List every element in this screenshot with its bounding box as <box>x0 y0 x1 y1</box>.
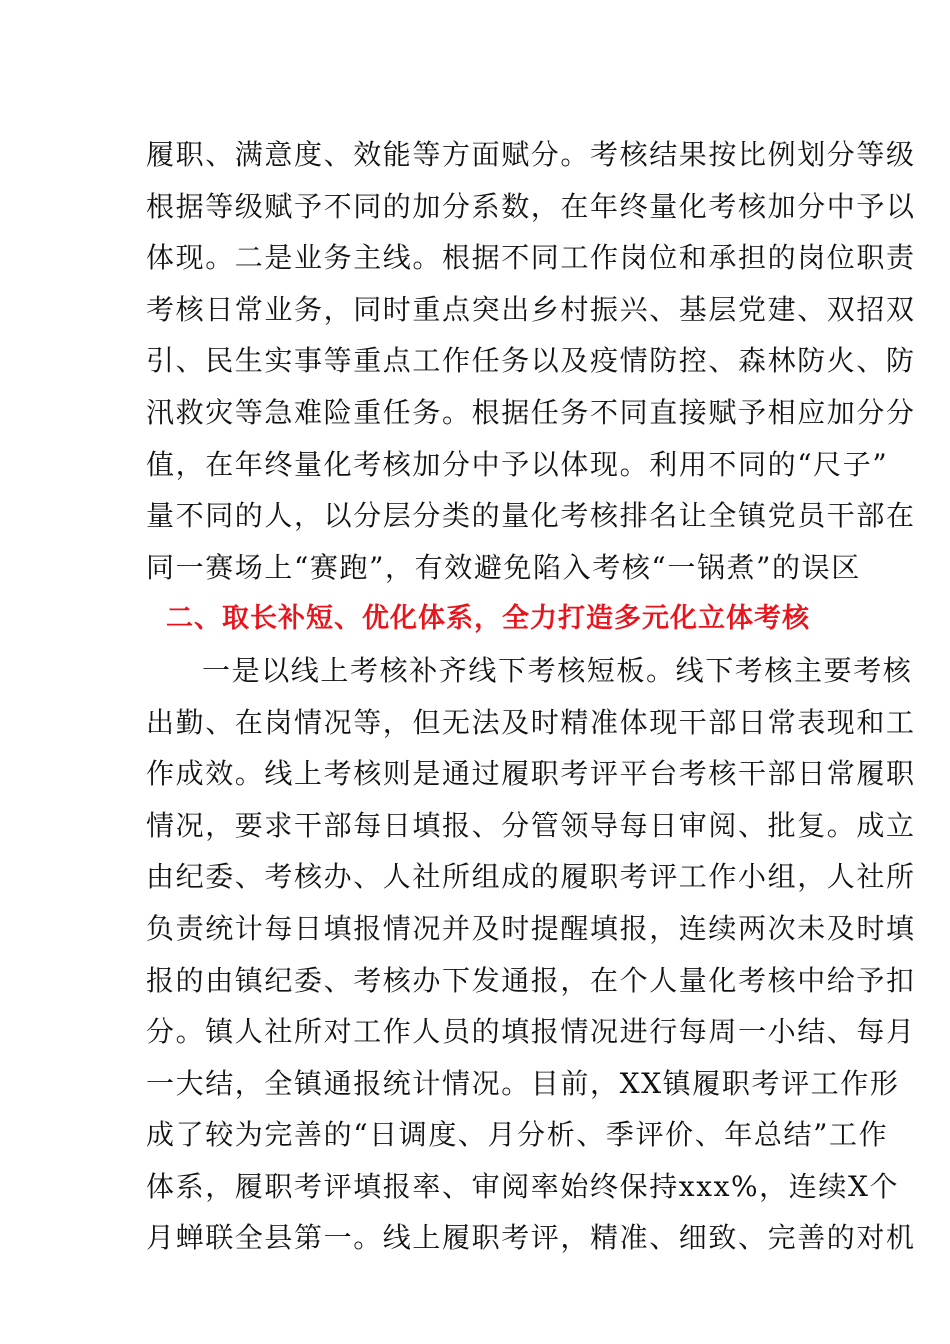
paragraph-line: 一是以线上考核补齐线下考核短板。线下考核主要考核 <box>202 653 913 687</box>
paragraph-line: 履职、满意度、效能等方面赋分。考核结果按比例划分等级 <box>146 138 916 171</box>
paragraph-line: 考核日常业务，同时重点突出乡村振兴、基层党建、双招双 <box>146 292 916 326</box>
paragraph-line: 量不同的人，以分层分类的量化考核排名让全镇党员干部在 <box>146 499 916 533</box>
paragraph-line: 根据等级赋予不同的加分系数，在年终量化考核加分中予以 <box>146 189 916 223</box>
paragraph-line: 同一赛场上“赛跑”，有效避免陷入考核“一锅煮”的误区 <box>146 550 861 584</box>
paragraph-line: 成了较为完善的“日调度、月分析、季评价、年总结”工作 <box>146 1118 889 1152</box>
paragraph-line: 出勤、在岗情况等，但无法及时精准体现干部日常表现和工 <box>146 705 916 739</box>
paragraph-line: 报的由镇纪委、考核办下发通报，在个人量化考核中给予扣 <box>146 963 916 997</box>
paragraph-line: 情况，要求干部每日填报、分管领导每日审阅、批复。成立 <box>146 808 916 842</box>
section-heading: 二、取长补短、优化体系，全力打造多元化立体考核 <box>166 603 810 635</box>
paragraph-line: 分。镇人社所对工作人员的填报情况进行每周一小结、每月 <box>146 1015 916 1049</box>
document-body <box>146 129 916 1264</box>
paragraph-line: 引、民生实事等重点工作任务以及疫情防控、森林防火、防 <box>146 344 916 378</box>
paragraph-line: 体系，履职考评填报率、审阅率始终保持xxx%，连续X个 <box>146 1169 900 1203</box>
paragraph-line: 月蝉联全县第一。线上履职考评，精准、细致、完善的对机 <box>146 1221 916 1255</box>
paragraph-line: 作成效。线上考核则是通过履职考评平台考核干部日常履职 <box>146 757 916 791</box>
paragraph-line: 由纪委、考核办、人社所组成的履职考评工作小组，人社所 <box>146 860 916 894</box>
paragraph-line: 负责统计每日填报情况并及时提醒填报，连续两次未及时填 <box>146 911 916 945</box>
paragraph-line: 一大结，全镇通报统计情况。目前，XX镇履职考评工作形 <box>146 1066 900 1100</box>
paragraph-line: 汛救灾等急难险重任务。根据任务不同直接赋予相应加分分 <box>146 395 916 429</box>
paragraph-line: 体现。二是业务主线。根据不同工作岗位和承担的岗位职责 <box>146 241 916 275</box>
paragraph-line: 值，在年终量化考核加分中予以体现。利用不同的“尺子” <box>146 447 889 481</box>
